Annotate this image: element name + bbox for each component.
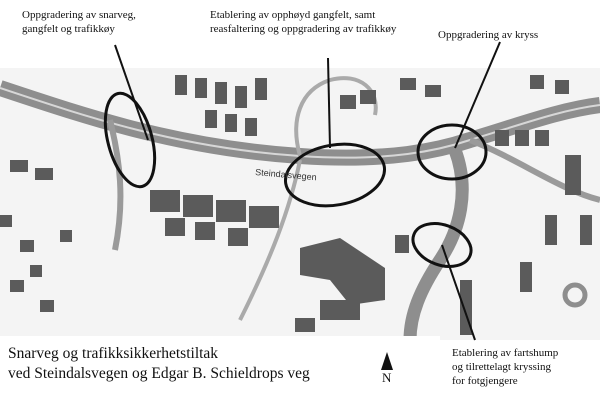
callout-4-line1: Etablering av fartshump: [452, 347, 559, 359]
callout-4-line2: og tilrettelagt kryssing: [452, 361, 551, 373]
callout-2-line1: Etablering av opphøyd gangfelt, samt: [210, 9, 376, 21]
callout-4: [452, 346, 558, 388]
callout-2-line2: reasfaltering og oppgradering av trafikkøy: [210, 23, 397, 35]
legend-line-2: ved Steindalsvegen og Edgar B. Schieldrops veg: [8, 365, 310, 382]
legend-line-1: Snarveg og trafikksikkerhetstiltak: [8, 345, 219, 362]
callout-3-line1: Oppgradering av kryss: [438, 29, 539, 41]
north-label: N: [382, 370, 392, 385]
callout-3: [438, 28, 538, 42]
callout-1-line1: Oppgradering av snarveg,: [22, 9, 136, 21]
callout-2: [210, 8, 396, 36]
road-label: Steindalsvegen: [254, 167, 318, 183]
legend-title: [8, 344, 310, 384]
roundabout: [565, 285, 585, 305]
callout-1: [22, 8, 136, 36]
callout-4-line3: for fotgjengere: [452, 375, 518, 387]
callout-1-line2: gangfelt og trafikkøy: [22, 23, 115, 35]
